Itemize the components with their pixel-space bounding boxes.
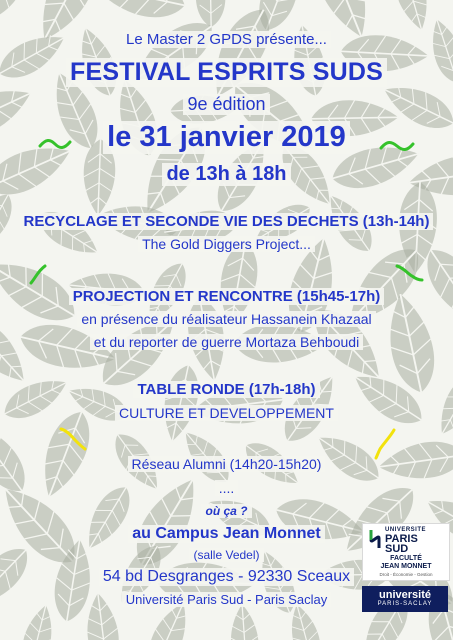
green-squiggle-icon [394,262,424,284]
paris-sud-mark-icon [368,528,382,550]
location-room: (salle Vedel) [0,548,453,562]
event-hours: de 13h à 18h [0,163,453,186]
yellow-squiggle-icon [372,427,398,461]
edition-text: 9e édition [0,94,453,115]
festival-title: FESTIVAL ESPRITS SUDS [0,58,453,87]
paris-sud-faculte-logo: UNIVERSITE PARIS SUD FACULTÉ JEAN MONNET Droit - Économie - Gestion [362,523,450,581]
green-squiggle-icon [379,139,415,153]
session-projection-line1: en présence du réalisateur Hassanein Khazaal [0,311,453,327]
event-date: le 31 janvier 2019 [0,121,453,154]
ellipsis: .... [0,480,453,496]
location-address: 54 bd Desgranges - 92330 Sceaux [0,568,453,586]
session-projection-line2: et du reporter de guerre Mortaza Behboudi [0,334,453,350]
yellow-squiggle-icon [58,425,88,453]
green-squiggle-icon [38,137,72,151]
green-squiggle-icon [28,263,48,287]
intro-text: Le Master 2 GPDS présente... [0,31,453,48]
session-recyclage-subtitle: The Gold Diggers Project... [0,236,453,252]
session-alumni-title: Réseau Alumni (14h20-15h20) [0,456,453,472]
session-table-ronde-title: TABLE RONDE (17h-18h) [0,381,453,398]
session-recyclage-title: RECYCLAGE ET SECONDE VIE DES DECHETS (13h-14h) [0,213,453,230]
session-table-ronde-subtitle: CULTURE ET DEVELOPPEMENT [0,405,453,421]
location-question: où ça ? [0,504,453,518]
location-campus: au Campus Jean Monnet [0,525,453,543]
location-university: Université Paris Sud - Paris Saclay [0,592,453,607]
paris-saclay-logo: université PARIS-SACLAY [362,586,448,612]
session-projection-title: PROJECTION ET RENCONTRE (15h45-17h) [0,288,453,305]
